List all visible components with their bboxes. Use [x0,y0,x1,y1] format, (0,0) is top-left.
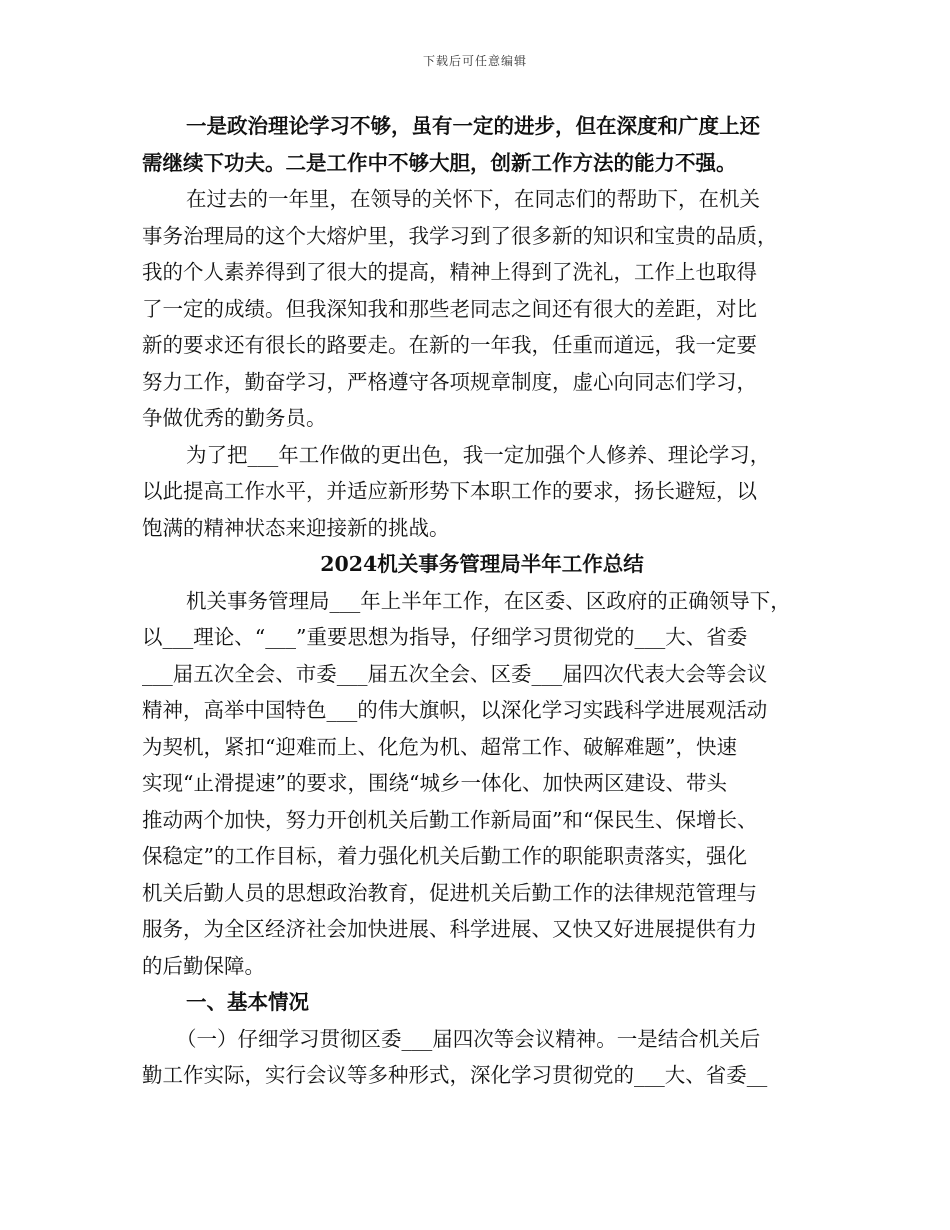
section-heading [142,984,822,1021]
text-line: （一）仔细学习贯彻区委___届四次等会议精神。一是结合机关后 [176,1026,761,1051]
text-line: ___届五次全会、市委___届五次全会、区委___届四次代表大会等会议 [142,661,768,686]
section-title [142,546,822,583]
text-line: 为契机，紧扣“迎难而上、化危为机、超常工作、破解难题”，快速 [142,734,737,759]
page-header: 下载后可任意编辑 [422,54,527,68]
text-line: 机关后勤人员的思想政治教育，促进机关后勤工作的法律规范管理与 [142,880,757,905]
paragraph [142,1021,822,1094]
text-line: 以此提高工作水平，并适应新形势下本职工作的要求，扬长避短，以 [142,479,757,503]
paragraph [142,437,822,547]
text-line: 我的个人素养得到了很大的提高，精神上得到了洗礼，工作上也取得 [142,260,757,284]
text-line: 饱满的精神状态来迎接新的挑战。 [142,515,450,540]
text-line: 争做优秀的勤务员。 [142,406,327,430]
document-body [142,108,822,1094]
text-line: 实现“止滑提速”的要求，围绕“城乡一体化、加快两区建设、带头 [142,771,727,795]
text-line: 以___理论、“___”重要思想为指导，仔细学习贯彻党的___大、省委 [142,625,748,649]
text-line: 勤工作实际，实行会议等多种形式，深化学习贯彻党的___大、省委__ [142,1063,768,1087]
text-line: 新的要求还有很长的路要走。在新的一年我，任重而道远，我一定要 [142,333,757,357]
text-line: 一、基本情况 [186,990,309,1014]
text-line: 2024机关事务管理局半年工作总结 [320,552,644,576]
paragraph [142,108,822,181]
text-line: 推动两个加快，努力开创机关后勤工作新局面”和“保民生、保增长、 [142,807,758,832]
text-line: 需继续下功夫。二是工作中不够大胆，创新工作方法的能力不强。 [142,150,737,175]
text-line: 为了把___年工作做的更出色，我一定加强个人修养、理论学习， [186,442,771,467]
text-line: 的后勤保障。 [142,953,265,978]
text-line: 了一定的成绩。但我深知我和那些老同志之间还有很大的差距，对比 [142,296,757,321]
text-line: 在过去的一年里，在领导的关怀下，在同志们的帮助下，在机关 [186,187,760,211]
text-line: 努力工作，勤奋学习，严格遵守各项规章制度，虚心向同志们学习， [142,369,757,394]
text-line: 一是政治理论学习不够，虽有一定的进步，但在深度和广度上还 [186,114,760,138]
text-line: 保稳定”的工作目标，着力强化机关后勤工作的职能职责落实，强化 [142,844,747,868]
text-line: 精神，高举中国特色___的伟大旗帜，以深化学习实践科学进展观活动 [142,698,768,722]
text-line: 事务治理局的这个大熔炉里，我学习到了很多新的知识和宝贵的品质， [142,223,778,248]
text-line: 机关事务管理局___年上半年工作，在区委、区政府的正确领导下， [186,588,791,613]
paragraph [142,181,822,437]
text-line: 服务，为全区经济社会加快进展、科学进展、又快又好进展提供有力 [142,917,757,941]
paragraph [142,583,822,985]
